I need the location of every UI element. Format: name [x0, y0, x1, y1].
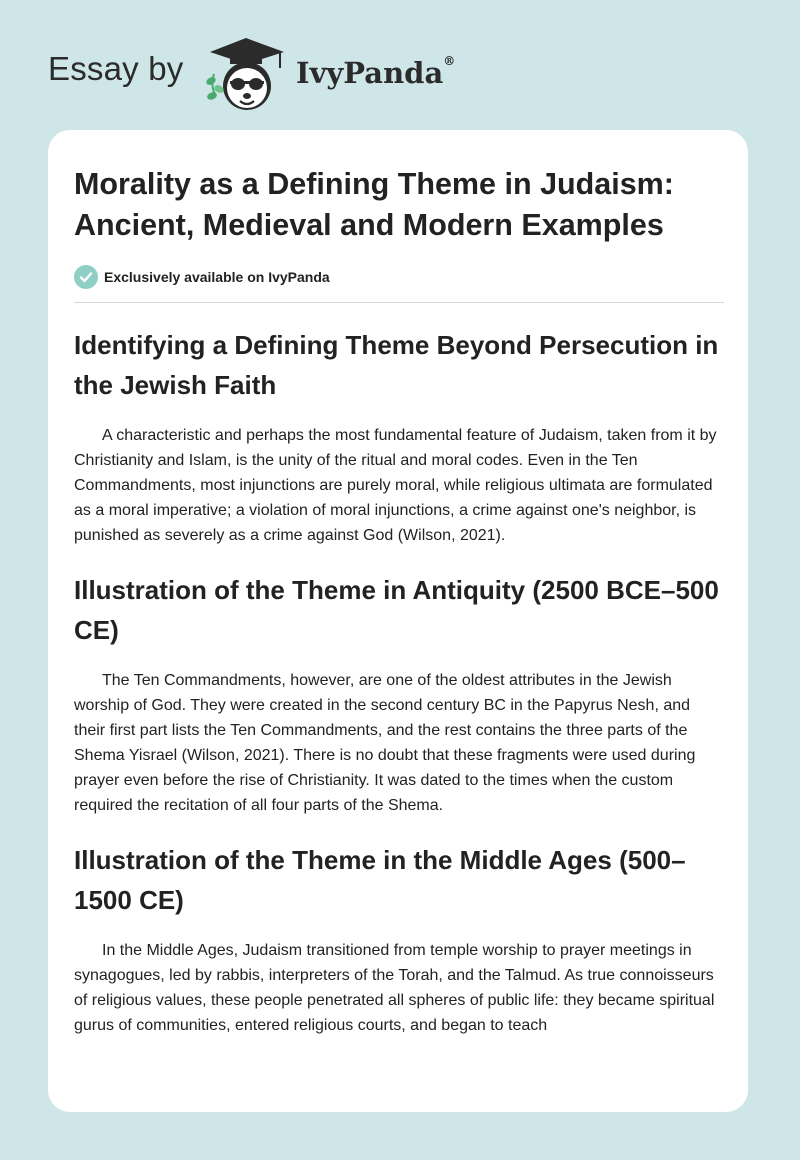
section-paragraph: In the Middle Ages, Judaism transitioned from temple worship to prayer meetings in synagogues, led by rabbis, interpreters of the Torah, and the Talmud. As true connoisseurs of religious values, these people penetrated all spheres of public life: they became spiritual gurus of communities, entered religious courts, and began to teach	[74, 942, 715, 1034]
panda-graduate-icon[interactable]	[200, 34, 290, 114]
section-paragraph: The Ten Commandments, however, are one of the oldest attributes in the Jewish worship of God. They were created in the second century BC in the Papyrus Nesh, and their first part lists the Ten Commandments, and the rest contains the three parts of the Shema Yisrael (Wilson, 2021). There is no doubt that these fragments were used during prayer even before the rise of Christianity. It was dated to the times when the custom required the recitation of all four parts of the Shema.	[74, 672, 696, 814]
section-heading: Identifying a Defining Theme Beyond Persecution in the Jewish Faith	[74, 330, 719, 400]
badge-text: Exclusively available on IvyPanda	[104, 269, 330, 285]
section-heading: Illustration of the Theme in the Middle Ages (500–1500 CE)	[74, 845, 686, 915]
section-paragraph: A characteristic and perhaps the most fundamental feature of Judaism, taken from it by Christianity and Islam, is the unity of the ritual and moral codes. Even in the Ten Commandments, most injunctions are purely moral, while religious ultimata are formulated as a moral imperative; a violation of moral injunctions, a crime against one's neighbor, is punished as severely as a crime against God (Wilson, 2021).	[74, 427, 717, 544]
essay-by-label: Essay by	[48, 50, 184, 87]
essay-card	[48, 130, 748, 1112]
divider	[74, 302, 724, 303]
check-circle-icon	[74, 265, 98, 289]
section-heading: Illustration of the Theme in Antiquity (2500 BCE–500 CE)	[74, 575, 719, 645]
site-header	[48, 34, 548, 114]
page-title: Morality as a Defining Theme in Judaism: Ancient, Medieval and Modern Examples	[74, 167, 674, 242]
exclusive-badge	[74, 264, 724, 290]
brand-name[interactable]: IvyPanda®	[296, 54, 456, 90]
